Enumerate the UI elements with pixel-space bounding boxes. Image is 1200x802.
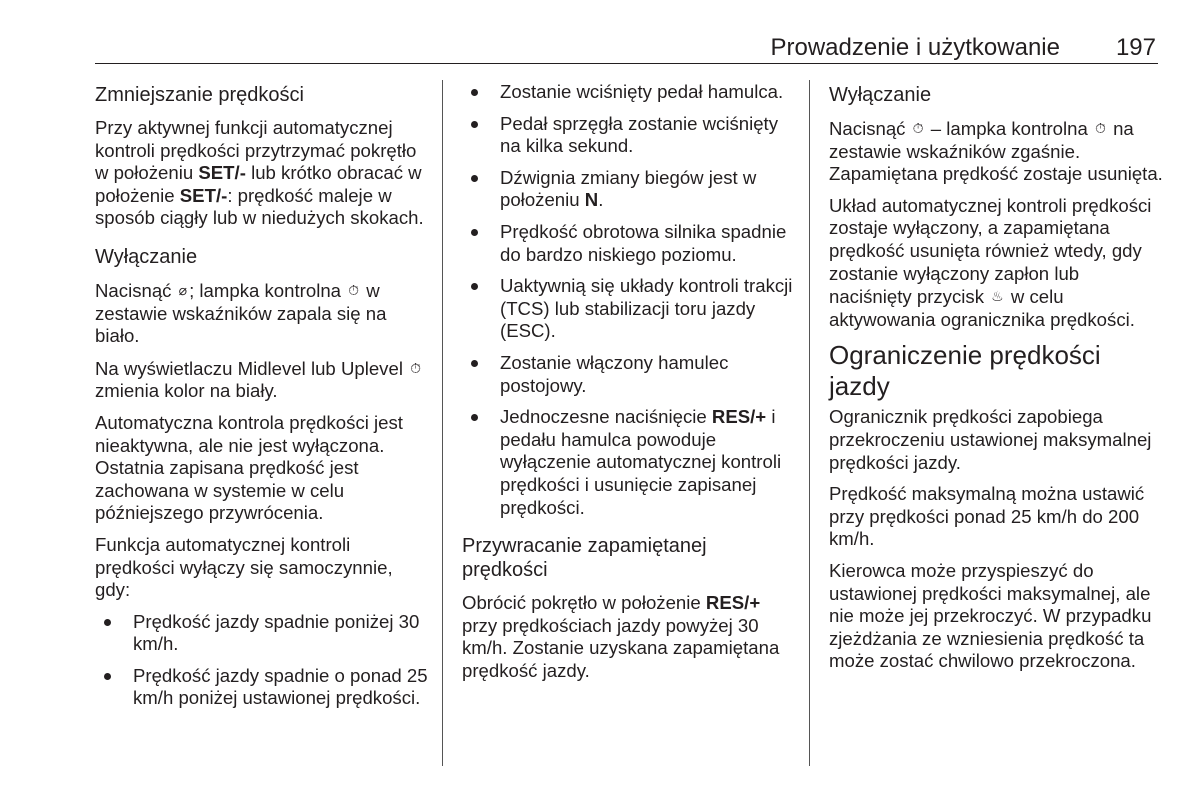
list-item bbox=[462, 406, 797, 519]
text: Obrócić pokrętło w położenie bbox=[462, 592, 706, 614]
text: Na wyświetlaczu Midlevel lub Uplevel bbox=[95, 357, 409, 379]
column-1 bbox=[95, 83, 430, 719]
text: Ograniczenie prędkości jazdy bbox=[829, 340, 1101, 402]
bold-term: SET/- bbox=[198, 162, 246, 184]
column-divider bbox=[809, 80, 810, 766]
text: Prędkość jazdy spadnie o ponad 25 km/h poniżej ustawionej prędkości. bbox=[133, 664, 428, 709]
cancel-icon: ⌀ bbox=[178, 281, 188, 298]
text: lub krótko obracać w położenie bbox=[95, 162, 422, 206]
text: Automatyczna kontrola prędkości jest nieaktywna, ale nie jest wyłączona. Ostatnia zapisana prędkość jest zachowana w systemie w celu późniejszego przywrócenia. bbox=[95, 411, 403, 524]
column-divider bbox=[442, 80, 443, 766]
section-heading bbox=[829, 340, 1164, 402]
list-item bbox=[462, 113, 797, 158]
cruise-lamp-icon: ⏱ bbox=[912, 120, 924, 136]
text: Wyłączanie bbox=[829, 84, 932, 106]
page-number: 197 bbox=[1115, 34, 1156, 61]
paragraph bbox=[95, 534, 430, 602]
section-heading bbox=[95, 83, 430, 107]
list-item bbox=[95, 611, 430, 656]
cruise-lamp-icon: ⏱ bbox=[348, 281, 360, 298]
text: Funkcja automatycznej kontroli prędkości wyłączy się samoczynnie, gdy: bbox=[95, 533, 393, 601]
list-item bbox=[462, 352, 797, 397]
text: Prędkość obrotowa silnika spadnie do bardzo niskiego poziomu. bbox=[500, 220, 787, 265]
bold-term: RES/+ bbox=[711, 406, 767, 428]
bullet-list bbox=[95, 611, 430, 710]
text: . bbox=[598, 189, 604, 211]
text: – lampka kontrolna bbox=[925, 118, 1093, 139]
list-item bbox=[462, 275, 797, 343]
list-item bbox=[462, 221, 797, 266]
limiter-icon: ♨ bbox=[991, 288, 1004, 305]
text: Dźwignia zmiany biegów jest w położeniu bbox=[500, 166, 757, 211]
text: Prędkość jazdy spadnie poniżej 30 km/h. bbox=[133, 610, 420, 655]
paragraph bbox=[462, 592, 797, 682]
bullet-list bbox=[462, 81, 797, 519]
text: : prędkość maleje w sposób ciągły lub w niedużych skokach. bbox=[95, 184, 424, 229]
section-heading bbox=[95, 245, 430, 269]
column-2 bbox=[462, 81, 797, 691]
list-item bbox=[462, 81, 797, 104]
column-3 bbox=[829, 83, 1164, 682]
text: na zestawie wskaźników zgaśnie. Zapamiętana prędkość zostaje usunięta. bbox=[829, 118, 1163, 185]
text: Prędkość maksymalną można ustawić przy prędkości ponad 25 km/h do 200 km/h. bbox=[829, 483, 1145, 550]
header-rule bbox=[95, 63, 1158, 64]
text: w zestawie wskaźników zapala się na biało. bbox=[95, 279, 387, 347]
paragraph bbox=[95, 412, 430, 525]
text: ; lampka kontrolna bbox=[189, 279, 347, 301]
paragraph bbox=[829, 560, 1164, 673]
paragraph bbox=[95, 357, 430, 403]
text: zmienia kolor na biały. bbox=[95, 380, 278, 402]
paragraph bbox=[829, 195, 1164, 332]
section-title: Prowadzenie i użytkowanie bbox=[770, 34, 1060, 61]
text: Wyłączanie bbox=[95, 245, 198, 268]
bold-term: RES/+ bbox=[705, 592, 761, 614]
text: Zmniejszanie prędkości bbox=[95, 84, 304, 106]
section-heading bbox=[829, 83, 1164, 107]
text: przy prędkościach jazdy powyżej 30 km/h. Zostanie uzyskana zapamiętana prędkość jazdy. bbox=[462, 614, 780, 681]
text: Zostanie włączony hamulec postojowy. bbox=[500, 351, 729, 396]
cruise-lamp-icon: ⏱ bbox=[1095, 120, 1106, 136]
list-item bbox=[95, 665, 430, 710]
paragraph bbox=[829, 483, 1164, 551]
list-item bbox=[462, 167, 797, 212]
text: Kierowca może przyspieszyć do ustawionej prędkości maksymalnej, ale nie może jej przekroczyć. W przypadku zjeżdżania ze wzniesienia prędkość ta może zostać chwilowo przekroczona. bbox=[829, 559, 1152, 672]
text: Uaktywnią się układy kontroli trakcji (TCS) lub stabilizacji toru jazdy (ESC). bbox=[500, 275, 793, 342]
text: Zostanie wciśnięty pedał hamulca. bbox=[500, 81, 784, 102]
text: Jednoczesne naciśnięcie bbox=[500, 406, 712, 428]
paragraph bbox=[829, 117, 1164, 186]
text: Pedał sprzęgła zostanie wciśnięty na kilka sekund. bbox=[500, 112, 779, 157]
text: i pedału hamulca powoduje wyłączenie automatycznej kontroli prędkości i usunięcie zapisanej prędkości. bbox=[500, 406, 782, 518]
paragraph bbox=[95, 117, 430, 230]
text: Układ automatycznej kontroli prędkości zostaje wyłączony, a zapamiętana prędkość usunięta również wtedy, gdy zostanie wyłączony zapłon lub naciśnięty przycisk bbox=[829, 194, 1152, 308]
section-heading bbox=[462, 534, 797, 582]
cruise-lamp-icon: ⏱ bbox=[410, 359, 422, 376]
text: Nacisnąć bbox=[95, 279, 177, 301]
text: Przy aktywnej funkcji automatycznej kontroli prędkości przytrzymać pokrętło w położeniu bbox=[95, 117, 417, 184]
text: Ogranicznik prędkości zapobiega przekroczeniu ustawionej maksymalnej prędkości jazdy. bbox=[829, 406, 1152, 473]
text: Nacisnąć bbox=[829, 118, 911, 139]
paragraph bbox=[95, 279, 430, 348]
paragraph bbox=[829, 406, 1164, 474]
bold-term: SET/- bbox=[179, 184, 228, 206]
bold-term: N bbox=[584, 189, 599, 211]
text: Przywracanie zapamiętanej prędkości bbox=[462, 535, 707, 582]
text: w celu aktywowania ogranicznika prędkości. bbox=[829, 286, 1135, 330]
